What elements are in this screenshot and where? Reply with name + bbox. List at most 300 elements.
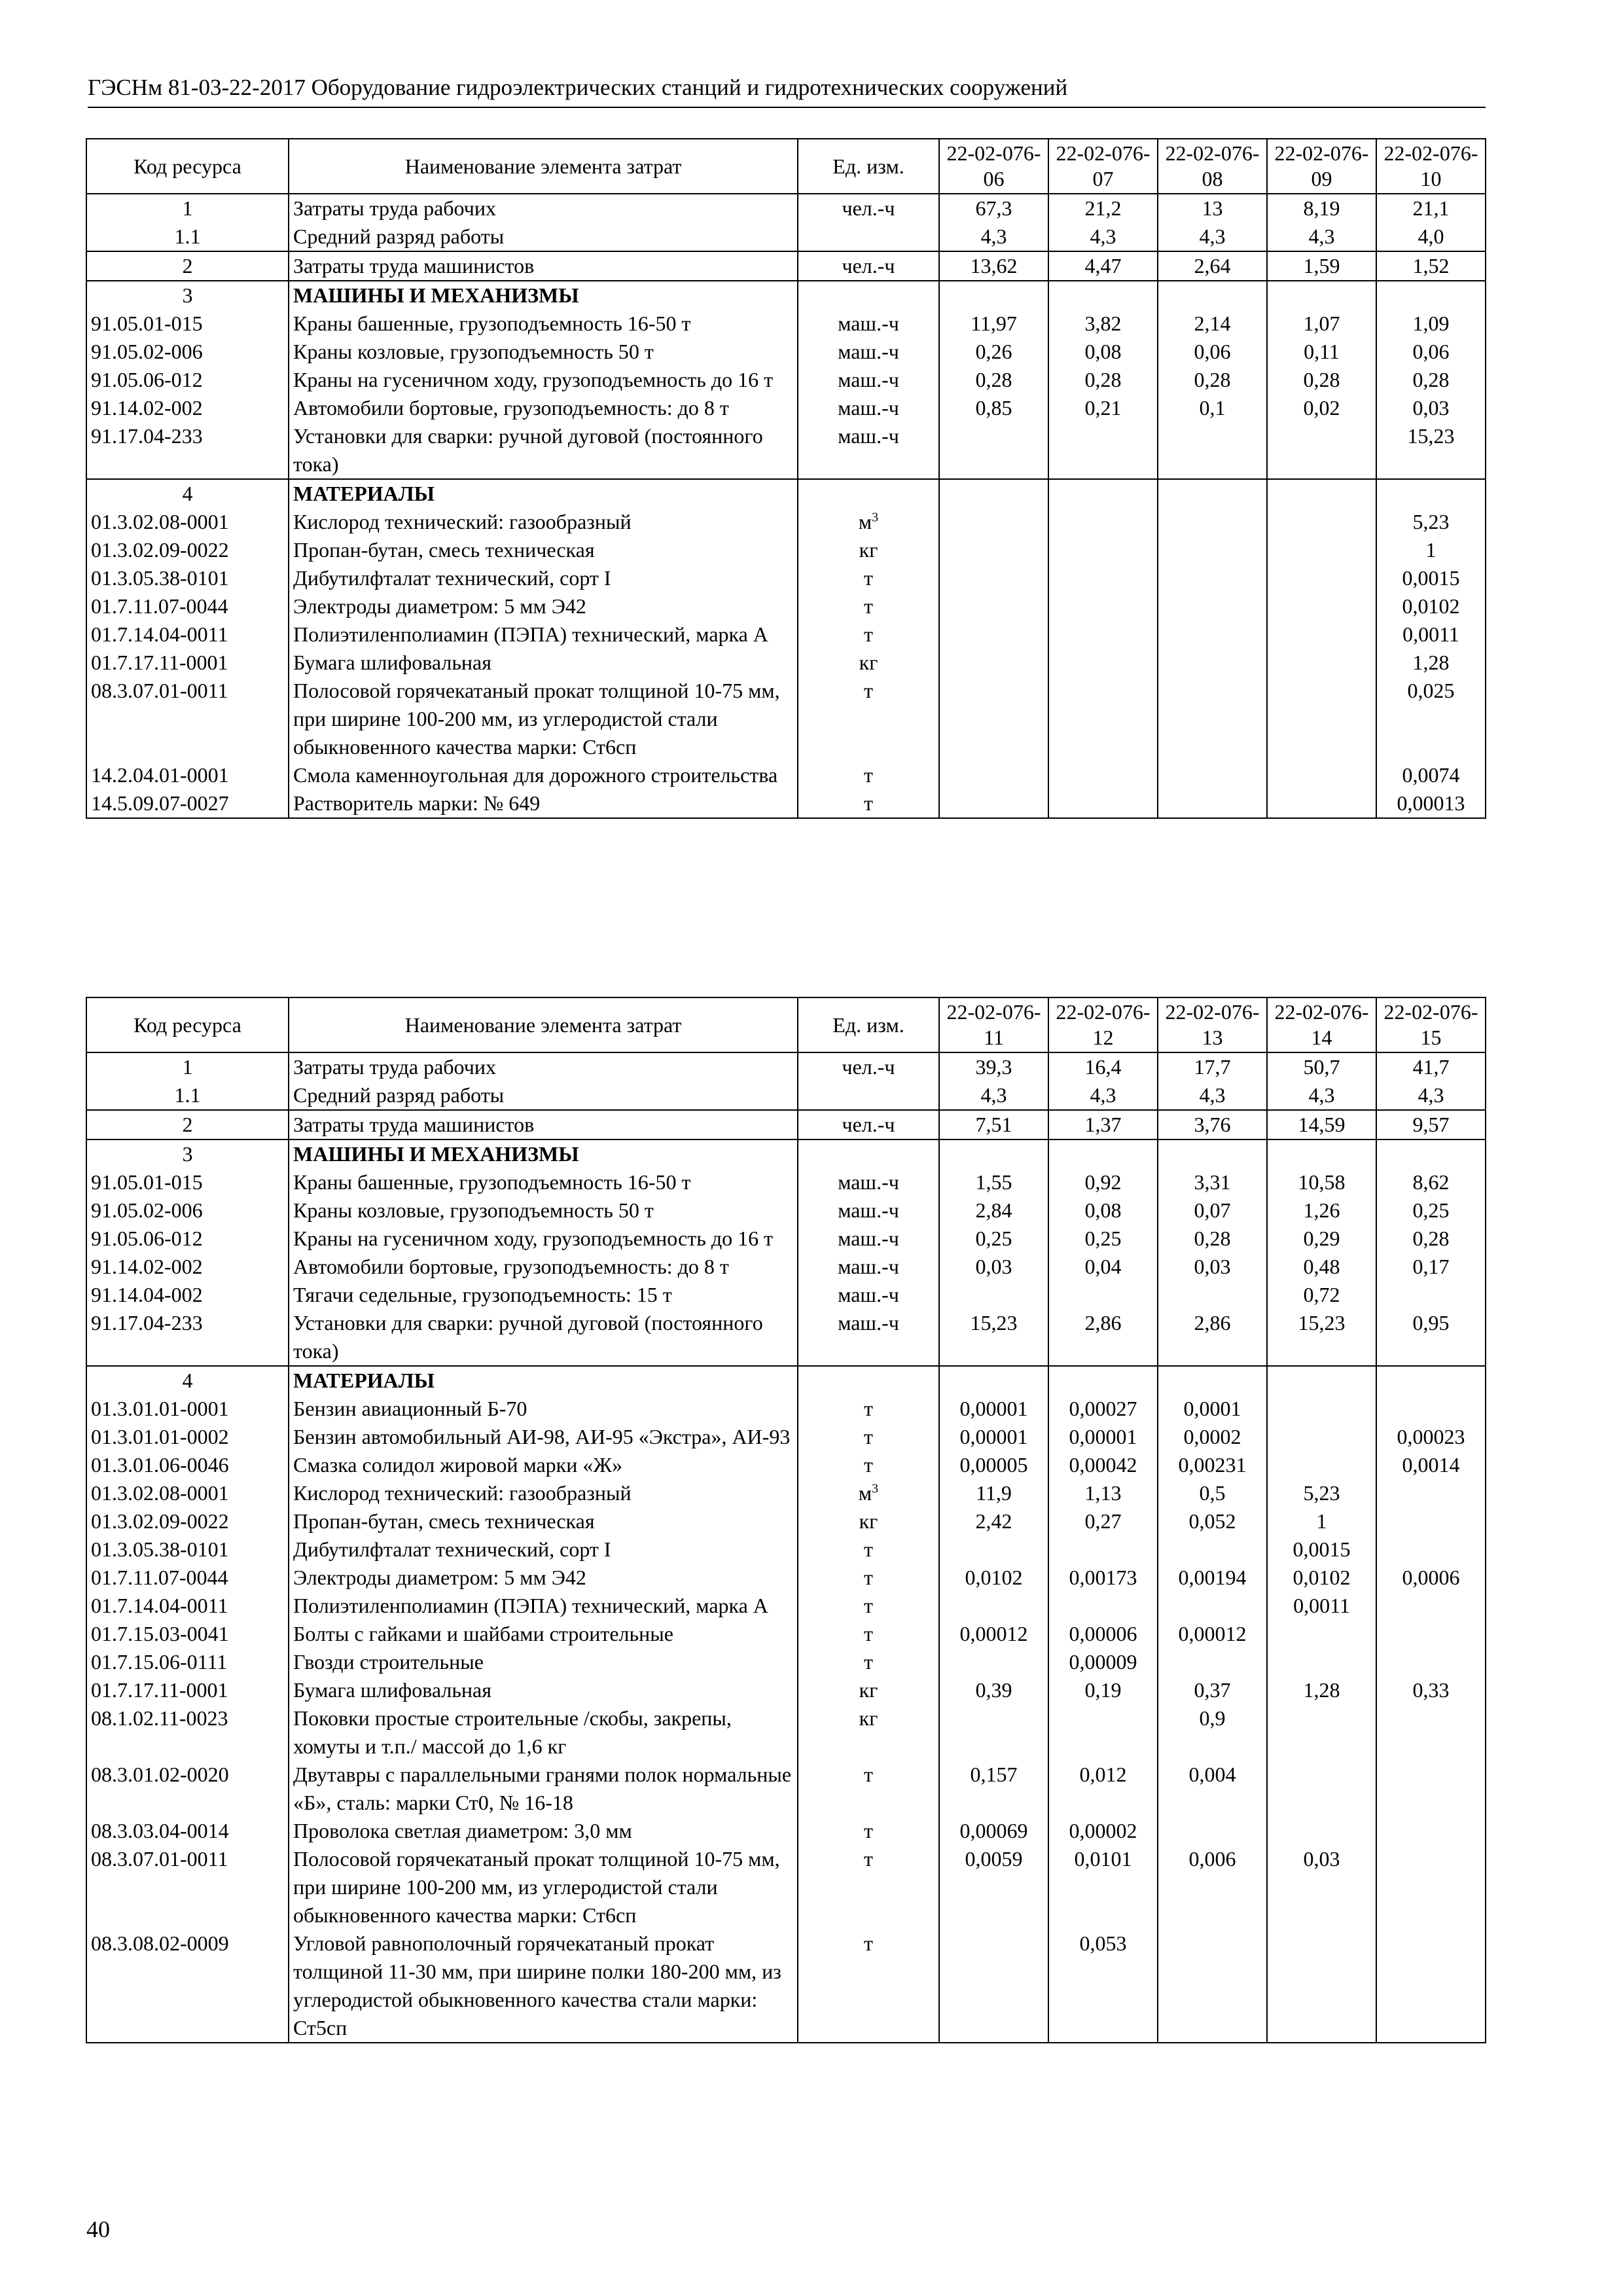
value-cell (1048, 761, 1158, 789)
value-cell: 0,27 (1048, 1507, 1158, 1535)
table-row (86, 1620, 1486, 1648)
value-cell: 0,00231 (1158, 1451, 1267, 1479)
unit-cell (798, 223, 939, 251)
value-cell: 0,5 (1158, 1479, 1267, 1507)
unit: маш.-ч (838, 1227, 899, 1250)
resource-name: Затраты труда рабочих (289, 1052, 798, 1081)
value-cell (1158, 1281, 1267, 1309)
unit: т (864, 1566, 873, 1589)
table-row (86, 338, 1486, 366)
unit: м (858, 510, 872, 533)
section-title: МАШИНЫ И МЕХАНИЗМЫ (289, 281, 798, 310)
value-cell: 0,025 (1376, 677, 1486, 761)
resource-name: Электроды диаметром: 5 мм Э42 (289, 592, 798, 620)
value-cell (939, 649, 1048, 677)
value-cell (939, 508, 1048, 536)
resource-code: 1 (86, 194, 289, 223)
value-cell: 4,3 (1048, 223, 1158, 251)
value-cell: 0,00012 (1158, 1620, 1267, 1648)
unit: м (858, 1481, 872, 1505)
resource-name: Краны башенные, грузоподъемность 16-50 т (289, 310, 798, 338)
table-row (86, 1423, 1486, 1451)
value-cell (939, 592, 1048, 620)
value-cell: 1,13 (1048, 1479, 1158, 1507)
value-cell: 4,3 (939, 223, 1048, 251)
value-cell: 13,62 (939, 251, 1048, 281)
value-cell (1158, 1139, 1267, 1168)
value-cell: 0,0006 (1376, 1564, 1486, 1592)
col-header-norm-code: 22-02-076-12 (1048, 997, 1158, 1052)
resource-name: Средний разряд работы (289, 1081, 798, 1110)
resource-name: Полиэтиленполиамин (ПЭПА) технический, марка А (289, 620, 798, 649)
value-cell: 0,006 (1158, 1845, 1267, 1929)
value-cell (1376, 1929, 1486, 2043)
unit-cell (798, 1081, 939, 1110)
unit-cell (798, 592, 939, 620)
resource-code: 01.7.14.04-0011 (86, 1592, 289, 1620)
value-cell: 8,62 (1376, 1168, 1486, 1196)
value-cell (1376, 1620, 1486, 1648)
value-cell: 9,57 (1376, 1110, 1486, 1139)
value-cell (1158, 1535, 1267, 1564)
value-cell (939, 1366, 1048, 1395)
value-cell: 0,00013 (1376, 789, 1486, 818)
table-row (86, 1535, 1486, 1564)
value-cell: 0,03 (1376, 394, 1486, 422)
value-cell: 0,0101 (1048, 1845, 1158, 1929)
value-cell (939, 677, 1048, 761)
unit: маш.-ч (838, 1198, 899, 1222)
unit: т (864, 1594, 873, 1617)
value-cell: 0,85 (939, 394, 1048, 422)
col-header-norm-code: 22-02-076-11 (939, 997, 1048, 1052)
value-cell (1158, 422, 1267, 479)
value-cell (939, 536, 1048, 564)
unit-cell (798, 1110, 939, 1139)
value-cell: 0,0015 (1267, 1535, 1376, 1564)
value-cell: 4,47 (1048, 251, 1158, 281)
value-cell: 1 (1267, 1507, 1376, 1535)
value-cell (1267, 1366, 1376, 1395)
col-header-unit: Ед. изм. (798, 997, 939, 1052)
resource-name: Полосовой горячекатаный прокат толщиной 10-75 мм, при ширине 100-200 мм, из углеродистой стали обыкновенного качества марки: Ст6сп (289, 677, 798, 761)
unit: т (864, 791, 873, 815)
table-row (86, 1761, 1486, 1817)
resource-name: Затраты труда машинистов (289, 251, 798, 281)
resource-name: Тягачи седельные, грузоподъемность: 15 т (289, 1281, 798, 1309)
table-row (86, 1395, 1486, 1423)
value-cell: 14,59 (1267, 1110, 1376, 1139)
resource-name: Угловой равнополочный горячекатаный прокат толщиной 11-30 мм, при ширине полки 180-200 мм, из углеродистой обыкновенного качества стали марки: Ст5сп (289, 1929, 798, 2043)
unit-cell (798, 761, 939, 789)
resource-code: 08.3.08.02-0009 (86, 1929, 289, 2043)
resource-code: 01.3.05.38-0101 (86, 1535, 289, 1564)
unit-cell (798, 1281, 939, 1309)
value-cell: 1,28 (1267, 1676, 1376, 1704)
value-cell: 0,06 (1158, 338, 1267, 366)
resource-name: Автомобили бортовые, грузоподъемность: до 8 т (289, 1253, 798, 1281)
value-cell: 4,3 (1376, 1081, 1486, 1110)
value-cell: 0,00001 (939, 1423, 1048, 1451)
value-cell (1267, 677, 1376, 761)
unit-cell (798, 1423, 939, 1451)
value-cell: 3,82 (1048, 310, 1158, 338)
resource-code: 91.17.04-233 (86, 422, 289, 479)
value-cell (1048, 281, 1158, 310)
resource-table-1 (86, 138, 1486, 819)
resource-code: 1.1 (86, 1081, 289, 1110)
unit-cell (798, 1168, 939, 1196)
unit: маш.-ч (838, 1311, 899, 1335)
value-cell (1267, 620, 1376, 649)
unit-cell (798, 479, 939, 508)
unit: кг (859, 538, 878, 562)
value-cell (1267, 1817, 1376, 1845)
value-cell (1048, 1704, 1158, 1761)
unit: маш.-ч (838, 1255, 899, 1278)
table-row (86, 1592, 1486, 1620)
resource-name: Дибутилфталат технический, сорт I (289, 564, 798, 592)
value-cell: 0,00005 (939, 1451, 1048, 1479)
value-cell (1376, 479, 1486, 508)
value-cell: 0,00042 (1048, 1451, 1158, 1479)
resource-table-2 (86, 997, 1486, 2043)
unit: чел.-ч (842, 1055, 895, 1079)
col-header-norm-code: 22-02-076-14 (1267, 997, 1376, 1052)
value-cell: 0,157 (939, 1761, 1048, 1817)
value-cell: 17,7 (1158, 1052, 1267, 1081)
resource-code: 91.14.02-002 (86, 1253, 289, 1281)
value-cell: 0,00027 (1048, 1395, 1158, 1423)
value-cell: 0,17 (1376, 1253, 1486, 1281)
value-cell: 21,2 (1048, 194, 1158, 223)
value-cell (939, 761, 1048, 789)
value-cell: 0,03 (1158, 1253, 1267, 1281)
value-cell (1376, 281, 1486, 310)
value-cell (1267, 508, 1376, 536)
unit: маш.-ч (838, 424, 899, 448)
value-cell (1158, 281, 1267, 310)
value-cell: 13 (1158, 194, 1267, 223)
value-cell: 15,23 (939, 1309, 1048, 1366)
value-cell: 16,4 (1048, 1052, 1158, 1081)
unit: кг (859, 1706, 878, 1730)
resource-name: Установки для сварки: ручной дуговой (постоянного тока) (289, 1309, 798, 1366)
unit-cell (798, 1620, 939, 1648)
table-row (86, 789, 1486, 818)
value-cell: 0,00001 (939, 1395, 1048, 1423)
value-cell (1158, 620, 1267, 649)
unit-cell (798, 1253, 939, 1281)
value-cell: 0,00012 (939, 1620, 1048, 1648)
value-cell: 0,25 (1048, 1225, 1158, 1253)
unit-cell (798, 1817, 939, 1845)
unit-cell (798, 1225, 939, 1253)
value-cell: 1,52 (1376, 251, 1486, 281)
value-cell: 1,28 (1376, 649, 1486, 677)
value-cell: 0,28 (1376, 1225, 1486, 1253)
unit-cell (798, 1507, 939, 1535)
value-cell (1158, 677, 1267, 761)
value-cell: 0,1 (1158, 394, 1267, 422)
value-cell: 0,0011 (1267, 1592, 1376, 1620)
resource-code: 4 (86, 1366, 289, 1395)
value-cell (1376, 1395, 1486, 1423)
value-cell (1158, 508, 1267, 536)
unit-cell (798, 536, 939, 564)
unit: т (864, 566, 873, 590)
table-row (86, 1139, 1486, 1168)
value-cell (939, 1139, 1048, 1168)
resource-code: 1 (86, 1052, 289, 1081)
value-cell: 0,0014 (1376, 1451, 1486, 1479)
value-cell: 2,64 (1158, 251, 1267, 281)
value-cell: 0,0102 (939, 1564, 1048, 1592)
resource-name: Пропан-бутан, смесь техническая (289, 1507, 798, 1535)
value-cell (1048, 1366, 1158, 1395)
unit-cell (798, 1479, 939, 1507)
value-cell (939, 564, 1048, 592)
value-cell (1158, 1817, 1267, 1845)
value-cell (1158, 592, 1267, 620)
resource-code: 01.3.02.08-0001 (86, 508, 289, 536)
value-cell (939, 620, 1048, 649)
value-cell (1376, 1817, 1486, 1845)
value-cell: 1,09 (1376, 310, 1486, 338)
resource-name: Краны козловые, грузоподъемность 50 т (289, 338, 798, 366)
resource-code: 01.7.15.06-0111 (86, 1648, 289, 1676)
unit-cell (798, 1139, 939, 1168)
value-cell: 67,3 (939, 194, 1048, 223)
value-cell: 0,72 (1267, 1281, 1376, 1309)
resource-name: Средний разряд работы (289, 223, 798, 251)
resource-code: 91.05.06-012 (86, 1225, 289, 1253)
value-cell: 0,03 (939, 1253, 1048, 1281)
value-cell: 4,3 (1267, 1081, 1376, 1110)
value-cell: 0,0102 (1267, 1564, 1376, 1592)
resource-code: 3 (86, 1139, 289, 1168)
unit-cell (798, 1366, 939, 1395)
value-cell: 1,26 (1267, 1196, 1376, 1225)
value-cell: 0,00006 (1048, 1620, 1158, 1648)
value-cell: 0,06 (1376, 338, 1486, 366)
value-cell: 0,012 (1048, 1761, 1158, 1817)
resource-name: Смола каменноугольная для дорожного строительства (289, 761, 798, 789)
page-number: 40 (86, 2216, 110, 2242)
unit: т (864, 1537, 873, 1561)
table-header-row (86, 139, 1486, 194)
unit: кг (859, 1509, 878, 1533)
value-cell: 0,04 (1048, 1253, 1158, 1281)
value-cell: 1,59 (1267, 251, 1376, 281)
resource-name: Болты с гайками и шайбами строительные (289, 1620, 798, 1648)
unit-cell (798, 1676, 939, 1704)
value-cell (1048, 1139, 1158, 1168)
unit: т (864, 1650, 873, 1674)
table-row (86, 1704, 1486, 1761)
value-cell: 3,76 (1158, 1110, 1267, 1139)
resource-name: Бензин автомобильный АИ-98, АИ-95 «Экстра», АИ-93 (289, 1423, 798, 1451)
value-cell (1376, 1535, 1486, 1564)
resource-code: 91.05.06-012 (86, 366, 289, 394)
value-cell: 0,95 (1376, 1309, 1486, 1366)
value-cell (1158, 564, 1267, 592)
col-header-code: Код ресурса (86, 997, 289, 1052)
unit-cell (798, 194, 939, 223)
table-row (86, 1845, 1486, 1929)
value-cell: 10,58 (1267, 1168, 1376, 1196)
value-cell: 0,0001 (1158, 1395, 1267, 1423)
unit-cell (798, 677, 939, 761)
value-cell (1048, 422, 1158, 479)
resource-name: Краны на гусеничном ходу, грузоподъемность до 16 т (289, 1225, 798, 1253)
table-row (86, 1929, 1486, 2043)
value-cell (1158, 1648, 1267, 1676)
col-header-norm-code: 22-02-076-13 (1158, 997, 1267, 1052)
table-row (86, 310, 1486, 338)
value-cell: 0,053 (1048, 1929, 1158, 2043)
value-cell: 0,08 (1048, 1196, 1158, 1225)
resource-code: 91.14.02-002 (86, 394, 289, 422)
unit-cell (798, 1648, 939, 1676)
resource-code: 01.3.02.09-0022 (86, 1507, 289, 1535)
value-cell (939, 1535, 1048, 1564)
value-cell (1376, 1592, 1486, 1620)
resource-name: Кислород технический: газообразный (289, 508, 798, 536)
value-cell: 0,07 (1158, 1196, 1267, 1225)
resource-name: Проволока светлая диаметром: 3,0 мм (289, 1817, 798, 1845)
table-row (86, 620, 1486, 649)
value-cell: 0,00001 (1048, 1423, 1158, 1451)
value-cell: 11,97 (939, 310, 1048, 338)
value-cell (1158, 789, 1267, 818)
resource-code: 01.7.14.04-0011 (86, 620, 289, 649)
unit-cell (798, 1845, 939, 1929)
resource-code: 01.3.02.08-0001 (86, 1479, 289, 1507)
unit-cell (798, 422, 939, 479)
value-cell: 21,1 (1376, 194, 1486, 223)
col-header-norm-code: 22-02-076-15 (1376, 997, 1486, 1052)
unit: т (864, 763, 873, 787)
value-cell: 4,3 (1158, 1081, 1267, 1110)
section-title: МАТЕРИАЛЫ (289, 479, 798, 508)
value-cell: 0,0015 (1376, 564, 1486, 592)
value-cell: 0,00023 (1376, 1423, 1486, 1451)
resource-code: 01.3.01.01-0001 (86, 1395, 289, 1423)
table-row (86, 1052, 1486, 1081)
resource-name: Бензин авиационный Б-70 (289, 1395, 798, 1423)
value-cell (1376, 1761, 1486, 1817)
value-cell (1267, 1929, 1376, 2043)
resource-name: Гвозди строительные (289, 1648, 798, 1676)
value-cell: 0,052 (1158, 1507, 1267, 1535)
resource-code: 01.3.01.01-0002 (86, 1423, 289, 1451)
table-row (86, 1281, 1486, 1309)
value-cell (1376, 1479, 1486, 1507)
value-cell (1158, 1929, 1267, 2043)
value-cell: 0,02 (1267, 394, 1376, 422)
value-cell (939, 479, 1048, 508)
unit-cell (798, 1929, 939, 2043)
value-cell: 0,28 (1267, 366, 1376, 394)
unit-exponent: 3 (872, 510, 879, 525)
resource-code: 01.7.11.07-0044 (86, 1564, 289, 1592)
table-row (86, 1253, 1486, 1281)
table-row (86, 649, 1486, 677)
value-cell (1267, 1423, 1376, 1451)
value-cell (1048, 1281, 1158, 1309)
resource-code: 2 (86, 251, 289, 281)
table-row (86, 1507, 1486, 1535)
value-cell: 2,42 (939, 1507, 1048, 1535)
value-cell: 0,25 (1376, 1196, 1486, 1225)
resource-name: Двутавры с параллельными гранями полок нормальные «Б», сталь: марки Ст0, № 16-18 (289, 1761, 798, 1817)
unit: чел.-ч (842, 196, 895, 220)
value-cell (1048, 789, 1158, 818)
unit-cell (798, 281, 939, 310)
resource-code: 01.7.17.11-0001 (86, 1676, 289, 1704)
unit-cell (798, 251, 939, 281)
table-row (86, 223, 1486, 251)
value-cell: 0,03 (1267, 1845, 1376, 1929)
resource-code: 08.3.07.01-0011 (86, 1845, 289, 1929)
table-row (86, 1676, 1486, 1704)
value-cell (1048, 508, 1158, 536)
unit: т (864, 679, 873, 702)
section-title: МАШИНЫ И МЕХАНИЗМЫ (289, 1139, 798, 1168)
value-cell: 1,37 (1048, 1110, 1158, 1139)
value-cell: 0,26 (939, 338, 1048, 366)
unit-cell (798, 1052, 939, 1081)
value-cell (1267, 1395, 1376, 1423)
value-cell (1267, 1761, 1376, 1817)
unit-cell (798, 1704, 939, 1761)
table-row (86, 479, 1486, 508)
table-row (86, 251, 1486, 281)
resource-code: 91.17.04-233 (86, 1309, 289, 1366)
page-header: ГЭСНм 81-03-22-2017 Оборудование гидроэлектрических станций и гидротехнических сооружений (88, 75, 1068, 100)
value-cell: 0,0102 (1376, 592, 1486, 620)
table-row (86, 1451, 1486, 1479)
resource-code: 08.3.03.04-0014 (86, 1817, 289, 1845)
value-cell: 41,7 (1376, 1052, 1486, 1081)
resource-code: 91.05.02-006 (86, 338, 289, 366)
value-cell (1158, 761, 1267, 789)
header-rule (88, 107, 1486, 108)
value-cell: 0,25 (939, 1225, 1048, 1253)
table-row (86, 508, 1486, 536)
unit-cell (798, 1592, 939, 1620)
resource-name: Кислород технический: газообразный (289, 1479, 798, 1507)
value-cell (1048, 564, 1158, 592)
value-cell (1376, 1281, 1486, 1309)
resource-name: Затраты труда машинистов (289, 1110, 798, 1139)
table-header-row (86, 997, 1486, 1052)
table-row (86, 1196, 1486, 1225)
value-cell: 0,0011 (1376, 620, 1486, 649)
table-row (86, 366, 1486, 394)
value-cell (1158, 536, 1267, 564)
unit: кг (859, 1678, 878, 1702)
unit-cell (798, 1564, 939, 1592)
value-cell (939, 1281, 1048, 1309)
unit: чел.-ч (842, 254, 895, 278)
value-cell (1267, 1451, 1376, 1479)
value-cell: 4,3 (1048, 1081, 1158, 1110)
resource-name: Смазка солидол жировой марки «Ж» (289, 1451, 798, 1479)
value-cell: 1,55 (939, 1168, 1048, 1196)
value-cell (1048, 1535, 1158, 1564)
